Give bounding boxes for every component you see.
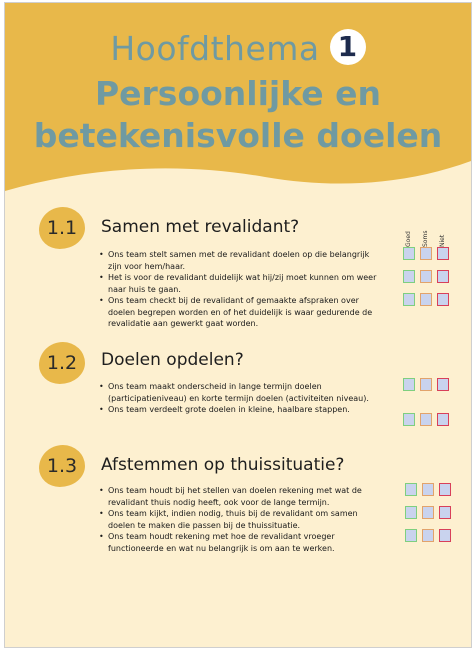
rating-checkbox-not[interactable] xyxy=(437,270,449,283)
rating-checkbox-good[interactable] xyxy=(403,270,415,283)
section-title: Afstemmen op thuissituatie? xyxy=(101,455,345,475)
rating-checkbox-some[interactable] xyxy=(422,529,434,542)
rating-column-labels xyxy=(401,225,461,249)
rating-checkbox-not[interactable] xyxy=(437,378,449,391)
section-bullet-list xyxy=(99,249,384,330)
rating-checkbox-not[interactable] xyxy=(437,293,449,306)
list-item: • Ons team kijkt, indien nodig, thuis bij de revalidant om samen doelen te maken die passen bij de thuissituatie. xyxy=(99,508,384,531)
rating-checkbox-some[interactable] xyxy=(422,506,434,519)
rating-checkbox-good[interactable] xyxy=(403,247,415,260)
column-label-not: Niet xyxy=(439,234,446,247)
section-number-badge: 1.1 xyxy=(39,207,85,249)
page-title-line-1: Persoonlijke en xyxy=(94,74,382,113)
rating-checkbox-not[interactable] xyxy=(437,413,449,426)
rating-checkbox-not[interactable] xyxy=(439,506,451,519)
section-bullet-list xyxy=(99,485,384,554)
rating-checkbox-good[interactable] xyxy=(405,529,417,542)
rating-checkbox-good[interactable] xyxy=(403,293,415,306)
rating-checkbox-good[interactable] xyxy=(403,378,415,391)
rating-checkbox-some[interactable] xyxy=(420,413,432,426)
list-item: • Ons team checkt bij de revalidant of gemaakte afspraken over doelen begrepen worden en of het duidelijk is waar gedurende de revalidatie aan gewerkt gaat worden. xyxy=(99,295,384,330)
rating-checkbox-some[interactable] xyxy=(420,378,432,391)
column-label-some: Soms xyxy=(422,230,429,247)
section-title: Samen met revalidant? xyxy=(101,217,300,237)
section-number-badge: 1.3 xyxy=(39,445,85,487)
rating-checkbox-good[interactable] xyxy=(405,506,417,519)
rating-checkbox-some[interactable] xyxy=(420,293,432,306)
page-title-line-2: betekenisvolle doelen xyxy=(33,116,443,155)
section-bullet-list xyxy=(99,381,384,416)
theme-label: Hoofdthema xyxy=(110,29,320,68)
rating-checkbox-not[interactable] xyxy=(439,483,451,496)
list-item: • Ons team maakt onderscheid in lange termijn doelen (participatieniveau) en korte termijn doelen (activiteiten niveau). xyxy=(99,381,384,404)
list-item: • Ons team houdt rekening met hoe de revalidant vroeger functioneerde en wat nu belangrijk is om aan te werken. xyxy=(99,531,384,554)
rating-checkbox-good[interactable] xyxy=(405,483,417,496)
rating-checkbox-some[interactable] xyxy=(420,247,432,260)
list-item: • Het is voor de revalidant duidelijk wat hij/zij moet kunnen om weer naar huis te gaan. xyxy=(99,272,384,295)
column-label-good: Goed xyxy=(405,231,412,247)
list-item: • Ons team houdt bij het stellen van doelen rekening met wat de revalidant thuis nodig heeft, ook voor de lange termijn. xyxy=(99,485,384,508)
theme-heading xyxy=(5,29,471,68)
page xyxy=(4,2,472,648)
section-number-badge: 1.2 xyxy=(39,342,85,384)
rating-checkbox-not[interactable] xyxy=(439,529,451,542)
list-item: • Ons team verdeelt grote doelen in kleine, haalbare stappen. xyxy=(99,404,384,416)
rating-checkbox-some[interactable] xyxy=(420,270,432,283)
rating-checkbox-not[interactable] xyxy=(437,247,449,260)
theme-number-badge: 1 xyxy=(330,29,366,65)
rating-checkbox-good[interactable] xyxy=(403,413,415,426)
page-title xyxy=(5,73,471,157)
section-title: Doelen opdelen? xyxy=(101,350,244,370)
rating-checkbox-some[interactable] xyxy=(422,483,434,496)
list-item: • Ons team stelt samen met de revalidant doelen op die belangrijk zijn voor hem/haar. xyxy=(99,249,384,272)
